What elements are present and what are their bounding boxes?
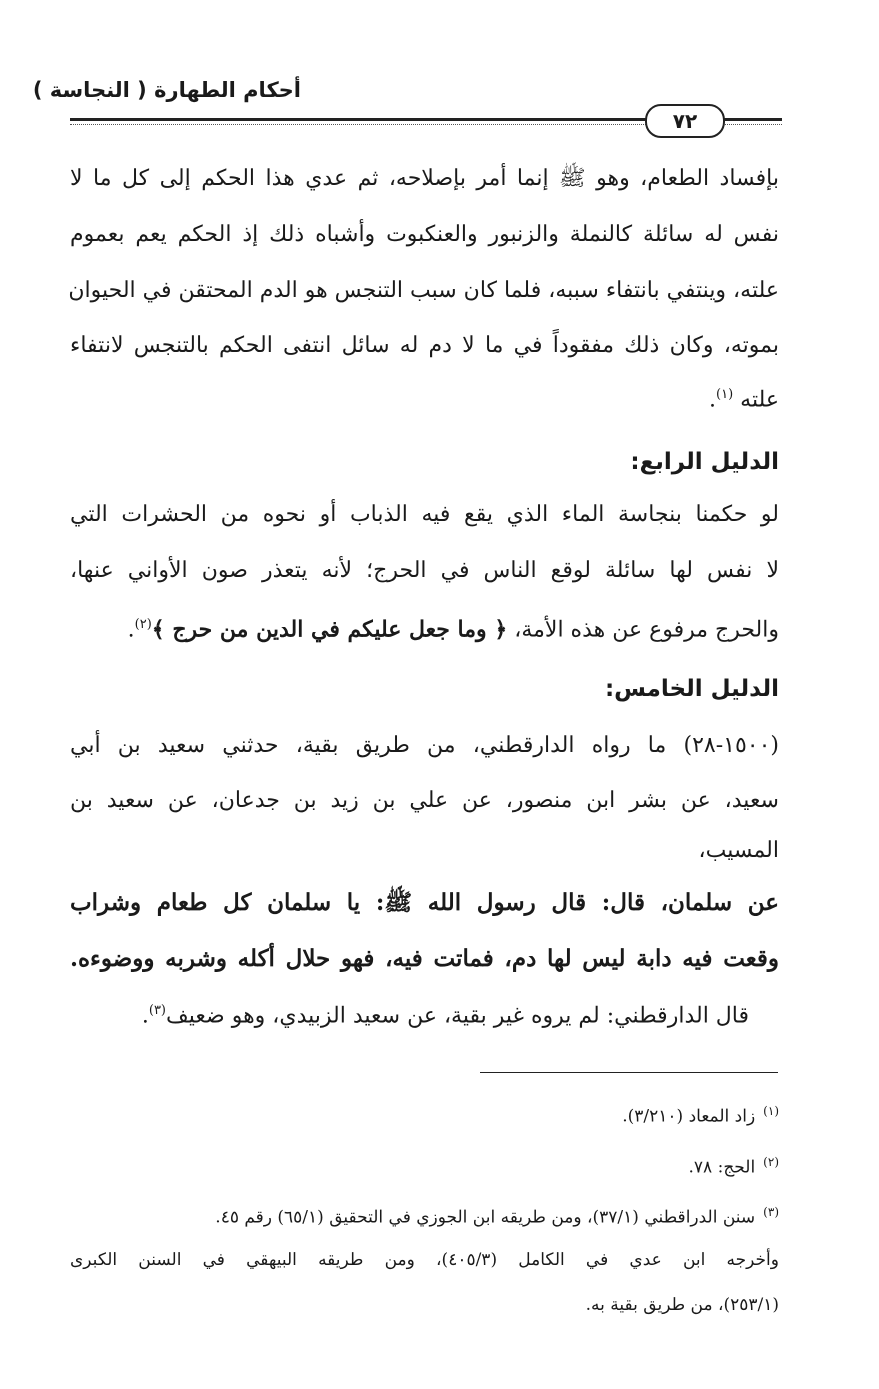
body-line: بموته، وكان ذلك مفقوداً في ما لا دم له سائل انتفى الحكم بالتنجس لانتفاء — [70, 333, 779, 358]
body-line: علته، وينتفي بانتفاء سببه، فلما كان سبب التنجس هو الدم المحتقن في الحيوان — [68, 278, 779, 303]
footnote-2 — [689, 1150, 779, 1180]
footnote-ref: (١) — [716, 387, 734, 402]
footnote-number: (١) — [763, 1104, 779, 1118]
footnote-separator — [480, 1072, 778, 1073]
body-line-last: المسيب، — [698, 838, 779, 863]
body-line-last — [128, 610, 779, 645]
footnote-ref: (٣) — [148, 1003, 166, 1018]
body-text: والحرج مرفوع عن هذه الأمة، — [514, 617, 779, 643]
body-text: قال الدارقطني: لم يروه غير بقية، عن سعيد الزبيدي، وهو ضعيف — [166, 1003, 749, 1029]
quran-verse: ﴿ وما جعل عليكم في الدين من حرج ﴾ — [151, 616, 508, 643]
full-stop: . — [141, 1003, 149, 1029]
full-stop: . — [127, 617, 135, 643]
body-line: بإفساد الطعام، وهو ﷺ إنما أمر بإصلاحه، ثم عدي هذا الحكم إلى كل ما لا — [70, 166, 779, 191]
full-stop: . — [709, 387, 717, 413]
footnote-number: (٢) — [763, 1155, 779, 1169]
footnote-1 — [622, 1099, 779, 1129]
body-line: سعيد، عن بشر ابن منصور، عن علي بن زيد بن جدعان، عن سعيد بن — [70, 788, 779, 813]
footnote-3-line2: وأخرجه ابن عدي في الكامل (٤٠٥/٣)، ومن طريقه البيهقي في السنن الكبرى — [70, 1250, 779, 1270]
hadith-line: عن سلمان، قال: قال رسول الله ﷺ: يا سلمان كل طعام وشراب — [70, 889, 779, 916]
hadith-line: وقعت فيه دابة ليس لها دم، فماتت فيه، فهو حلال أكله وشربه ووضوءه. — [70, 945, 779, 972]
body-line: (١٥٠٠-٢٨) ما رواه الدارقطني، من طريق بقية، حدثني سعيد بن أبي — [70, 733, 779, 758]
page-number: ٧٢ — [645, 104, 725, 138]
footnote-3 — [215, 1200, 779, 1230]
running-header-title: أحكام الطهارة ( النجاسة ) — [32, 78, 301, 102]
body-line: نفس له سائلة كالنملة والزنبور والعنكبوت وأشباه ذلك إذ الحكم يعم بعموم — [70, 222, 779, 247]
body-text: علته — [740, 387, 779, 413]
body-line — [142, 996, 749, 1031]
footnote-number: (٣) — [763, 1205, 779, 1219]
footnote-text: زاد المعاد (٣/٢١٠). — [622, 1106, 756, 1127]
footnote-text: الحج: ٧٨. — [688, 1157, 756, 1178]
footnote-3-line3: (٢٥٣/١)، من طريق بقية به. — [585, 1295, 779, 1315]
body-line: لا نفس لها سائلة لوقع الناس في الحرج؛ لأنه يتعذر صون الأواني عنها، — [70, 558, 779, 583]
section-heading: الدليل الرابع: — [630, 449, 779, 475]
footnote-text: سنن الدراقطني (٣٧/١)، ومن طريقه ابن الجوزي في التحقيق (٦٥/١) رقم ٤٥. — [215, 1207, 756, 1228]
section-heading: الدليل الخامس: — [604, 676, 779, 702]
body-line: لو حكمنا بنجاسة الماء الذي يقع فيه الذباب أو نحوه من الحشرات التي — [70, 502, 779, 527]
body-line-last — [709, 380, 779, 415]
footnote-ref: (٢) — [134, 617, 152, 632]
